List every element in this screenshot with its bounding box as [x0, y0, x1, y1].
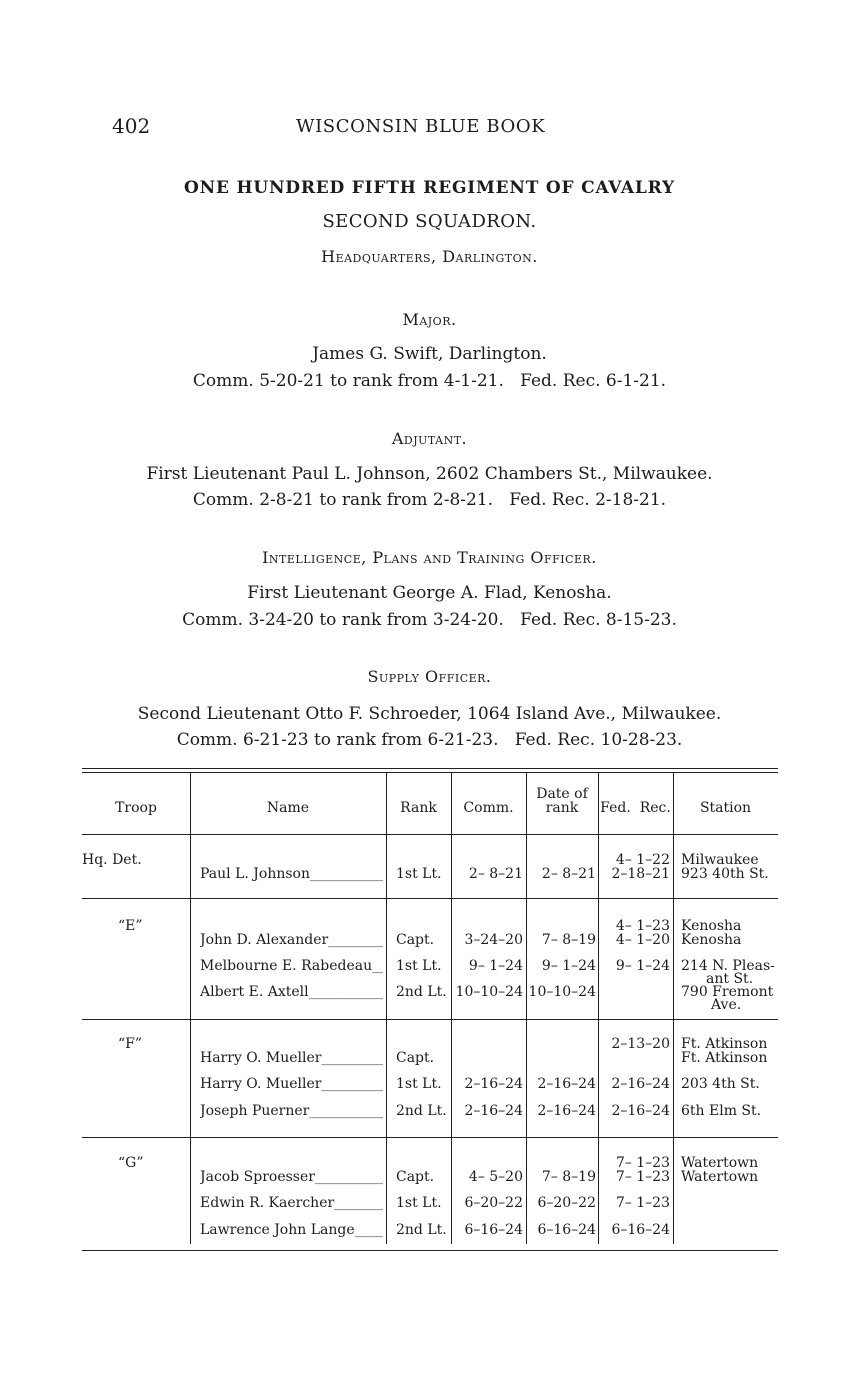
date-of-rank-cell: 10–10–24 — [528, 984, 596, 1000]
regiment-title: ONE HUNDRED FIFTH REGIMENT OF CAVALRY — [184, 178, 675, 198]
station-cell: 203 4th St. — [681, 1076, 760, 1092]
adjutant-heading: Adjutant. — [391, 429, 468, 448]
date-of-rank-cell: 2– 8–21 — [541, 866, 596, 882]
fed-rec-cell: 9– 1–24 — [615, 958, 670, 974]
squadron-title: SECOND SQUADRON. — [322, 211, 537, 232]
major-commission-line: Comm. 5-20-21 to rank from 4-1-21. Fed. Rec. 6-1-21. — [192, 371, 667, 391]
fed-rec-cell: 2–18–21 — [611, 866, 670, 882]
station-cell: Kenosha — [681, 918, 742, 934]
troop-label: “G” — [118, 1155, 144, 1171]
column-divider — [673, 773, 674, 1244]
station-cell: 6th Elm St. — [681, 1103, 762, 1119]
name-cell: John D. Alexander _____ — [200, 933, 383, 948]
header-comm: Comm. — [463, 800, 514, 816]
station-cell-continued: ant St. — [706, 971, 754, 987]
name-cell: Lawrence John Lange _____ — [200, 1223, 383, 1238]
major-heading: Major. — [402, 310, 457, 329]
major-name-line: James G. Swift, Darlington. — [312, 344, 547, 364]
rank-cell: 2nd Lt. — [396, 1222, 447, 1238]
station-cell: Ft. Atkinson — [681, 1036, 768, 1052]
rank-cell: 1st Lt. — [396, 866, 442, 882]
comm-cell: 6–16–24 — [464, 1222, 523, 1238]
date-of-rank-cell: 6–16–24 — [537, 1222, 596, 1238]
name-cell: Edwin R. Kaercher _____ — [200, 1196, 383, 1211]
rank-cell: 1st Lt. — [396, 1195, 442, 1211]
troop-label: “E” — [118, 918, 143, 934]
fed-rec-cell: 2–16–24 — [611, 1076, 670, 1092]
station-cell: Kenosha — [681, 932, 742, 948]
supply-commission-line: Comm. 6-21-23 to rank from 6-21-23. Fed. Rec. 10-28-23. — [176, 730, 683, 750]
comm-cell: 2–16–24 — [464, 1076, 523, 1092]
station-cell: 923 40th St. — [681, 866, 769, 882]
comm-cell: 3–24–20 — [464, 932, 523, 948]
station-cell: Milwaukee — [681, 852, 759, 868]
station-cell: 790 Fremont — [681, 984, 774, 1000]
fed-rec-cell: 6–16–24 — [611, 1222, 670, 1238]
station-cell: Watertown — [681, 1155, 759, 1171]
fed-rec-cell: 2–13–20 — [611, 1036, 670, 1052]
name-cell: Albert E. Axtell _____ — [200, 985, 383, 1000]
name-cell: Melbourne E. Rabedeau _____ — [200, 959, 383, 974]
supply-name-line: Second Lieutenant Otto F. Schroeder, 1064 Island Ave., Milwaukee. — [137, 704, 722, 724]
comm-cell: 2– 8–21 — [468, 866, 523, 882]
fed-rec-cell: 2–16–24 — [611, 1103, 670, 1119]
fed-rec-cell: 7– 1–23 — [615, 1169, 670, 1185]
rank-cell: 2nd Lt. — [396, 1103, 447, 1119]
fed-rec-cell: 4– 1–23 — [615, 918, 670, 934]
page-number: 402 — [112, 114, 151, 138]
table-bottom-rule — [82, 1250, 778, 1251]
name-cell: Joseph Puerner _____ — [200, 1104, 383, 1119]
date-of-rank-cell: 2–16–24 — [537, 1103, 596, 1119]
header-fed-rec: Fed. Rec. — [600, 800, 671, 816]
comm-cell: 10–10–24 — [455, 984, 523, 1000]
troop-label: Hq. Det. — [82, 852, 142, 868]
rank-cell: Capt. — [396, 932, 435, 948]
name-cell: Harry O. Mueller _____ — [200, 1051, 383, 1066]
headquarters-line: Headquarters, Darlington. — [321, 247, 538, 266]
adjutant-commission-line: Comm. 2-8-21 to rank from 2-8-21. Fed. Rec. 2-18-21. — [192, 490, 667, 510]
fed-rec-cell: 7– 1–23 — [615, 1195, 670, 1211]
rank-cell: 2nd Lt. — [396, 984, 447, 1000]
comm-cell: 6–20–22 — [464, 1195, 523, 1211]
fed-rec-cell: 7– 1–23 — [615, 1155, 670, 1171]
running-title: WISCONSIN BLUE BOOK — [296, 116, 546, 137]
fed-rec-cell: 4– 1–22 — [615, 852, 670, 868]
fed-rec-cell: 4– 1–20 — [615, 932, 670, 948]
header-date-of-rank-2: rank — [545, 800, 579, 816]
date-of-rank-cell: 6–20–22 — [537, 1195, 596, 1211]
intelligence-name-line: First Lieutenant George A. Flad, Kenosha. — [247, 583, 612, 603]
header-station: Station — [699, 800, 752, 816]
adjutant-name-line: First Lieutenant Paul L. Johnson, 2602 Chambers St., Milwaukee. — [146, 464, 713, 484]
comm-cell: 4– 5–20 — [468, 1169, 523, 1185]
column-divider — [386, 773, 387, 1244]
station-cell: Ft. Atkinson — [681, 1050, 768, 1066]
date-of-rank-cell: 2–16–24 — [537, 1076, 596, 1092]
header-rank: Rank — [400, 800, 437, 816]
intelligence-commission-line: Comm. 3-24-20 to rank from 3-24-20. Fed. Rec. 8-15-23. — [182, 610, 677, 630]
troop-label: “F” — [118, 1036, 143, 1052]
header-name: Name — [266, 800, 310, 816]
header-troop: Troop — [115, 800, 157, 816]
comm-cell: 2–16–24 — [464, 1103, 523, 1119]
date-of-rank-cell: 7– 8–19 — [541, 1169, 596, 1185]
rank-cell: Capt. — [396, 1169, 435, 1185]
station-cell: Watertown — [681, 1169, 759, 1185]
name-cell: Paul L. Johnson _____ — [200, 867, 383, 882]
rank-cell: Capt. — [396, 1050, 435, 1066]
table-top-rule — [82, 768, 778, 769]
station-cell-continued: Ave. — [711, 997, 742, 1013]
rank-cell: 1st Lt. — [396, 958, 442, 974]
rank-cell: 1st Lt. — [396, 1076, 442, 1092]
name-cell: Harry O. Mueller _____ — [200, 1077, 383, 1092]
date-of-rank-cell: 7– 8–19 — [541, 932, 596, 948]
date-of-rank-cell: 9– 1–24 — [541, 958, 596, 974]
header-date-of-rank: Date of — [536, 786, 588, 802]
station-cell: 214 N. Pleas- — [681, 958, 775, 974]
intelligence-heading: Intelligence, Plans and Training Officer. — [262, 548, 597, 567]
name-cell: Jacob Sproesser _____ — [200, 1170, 383, 1185]
column-divider — [190, 773, 191, 1244]
comm-cell: 9– 1–24 — [468, 958, 523, 974]
supply-heading: Supply Officer. — [367, 667, 492, 686]
